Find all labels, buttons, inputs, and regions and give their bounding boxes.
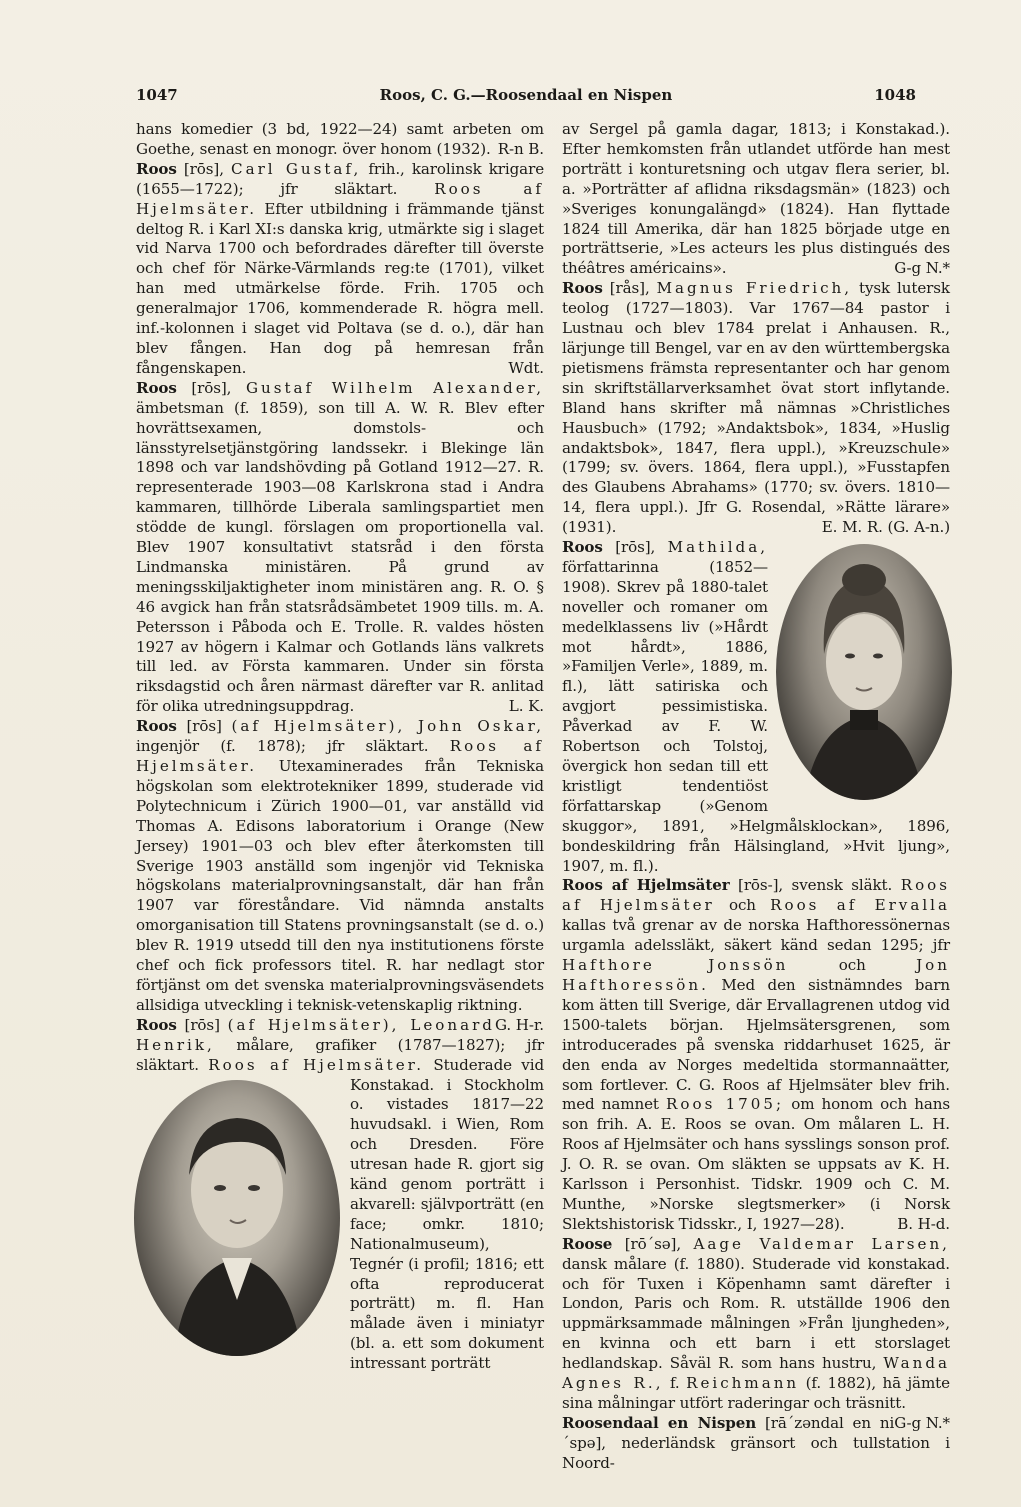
cross-reference: Roos af Hjelmsäter. xyxy=(136,179,544,218)
headword: Roos xyxy=(562,279,603,298)
signature: R-n B. xyxy=(497,139,544,158)
signature: G-g N.* xyxy=(894,1413,950,1432)
entry-roose-aage: Roose [rō´sə], Aage Valdemar Larsen, dansk målare (f. 1880). Studerade vid konstakad. och för Tuxen i Köpenhamn samt därefter i London, Paris och Rom. R. utställde 1906 den uppmärksammade målningen »Från ljungheden», en kvinna och ett barn i ett storslaget hedlandskap. Såväl R. som hans hustru, Wanda Agnes R., f. Reichmann (f. 1882), hā jämte sina målningar utfört raderingar och träsnitt. G-g N.* xyxy=(562,1234,950,1432)
signature: L. K. xyxy=(508,697,544,716)
portrait-male-illustration xyxy=(134,1080,340,1356)
running-head xyxy=(136,86,916,112)
entry-roos-af-hjelmsater: Roos af Hjelmsäter [rōs-], svensk släkt. Roos af Hjelmsäter och Roos af Ervalla kallas två grenar av de norska Hafthoressönernas urgamla adelssläkt, säkert känd sedan 1295; jfr Hafthore Jonssön och Jon Hafthoressön. Med den sistnämndes barn kom ätten till Sverige, där Ervallagrenen utdog vid 1500-talets början. Hjelmsätersgrenen, som introducerades på svenska riddarhuset 1625, är den enda av Norges medeltida stormannaätter, som fortlever. C. G. Roos af Hjelmsäter blev frih. med namnet Roos 1705; om honom och hans son frih. A. E. Roos se ovan. Om målaren L. H. Roos af Hjelmsäter och hans sysslings sonson prof. J. O. R. se ovan. Om släkten se uppsats av K. H. Karlsson i Personhist. Tidskr. 1909 och C. M. Munthe, »Norske slegtsmerker» (i Norsk Slektshistorisk Tidsskr., I, 1927—28). B. H-d. xyxy=(562,876,951,1233)
portrait-mathilda-roos xyxy=(776,544,952,800)
right-column xyxy=(562,120,950,1474)
headword: Roos xyxy=(562,538,603,557)
entry-name: Magnus Friedrich, xyxy=(656,279,853,298)
entry-name: Carl Gustaf, xyxy=(231,159,362,178)
entry-name: Aage Valdemar Larsen, xyxy=(693,1234,950,1253)
entry-continuation: hans komedier (3 bd, 1922—24) samt arbeten om Goethe, senast en monogr. över honom (1932). R-n B. xyxy=(136,120,544,158)
entry-name: Mathilda, xyxy=(667,538,769,557)
portrait-female-illustration xyxy=(776,544,952,800)
headword: Roos xyxy=(136,1015,177,1034)
entry-name: (af Hjelmsäter), Leonard Henrik, xyxy=(136,1015,495,1054)
entry-roos-mathilda: Roos [rōs], Mathilda, författarinna (1852—1908). Skrev på 1880-talet noveller och romaner om medelklassens liv (»Hårdt mot hårdt», 1886, »Familjen Verle», 1889, m. fl.), lätt satiriska och avgjort pessimistiska. Påverkad av F. W. Robertson och Tolstoj, övergick hon sedan till ett kristligt tendentiöst författarskap (»Genom skuggor», 1891, »Helgmålsklockan», 1896, bondeskildring från Hälsingland, »Hvit ljung», 1907, m. fl.). xyxy=(562,538,950,875)
cross-reference: Roos af Hjelmsäter. xyxy=(136,737,545,775)
entry-roos-gustaf-wilhelm: Roos [rōs], Gustaf Wilhelm Alexander, ämbetsman (f. 1859), son till A. W. R. Blev efter hovrättsexamen, domstols- och länsstyrelsetjänstgöring landssekr. i Blekinge län 1898 och var landshövding på Gotland 1912—27. R. representerade 1903—08 Karlskrona stad i Andra kammaren, tillhörde Liberala samlingspartiet men stödde de kungl. förslagen om proportionella val. Blev 1907 konsultativt statsråd i den första Lindmanska ministären. På grund av meningsskiljaktigheter inom ministären ang. R. O. § 46 avgick han från statsrådsämbetet 1909 tills. m. A. Petersson i Påboda och E. Trolle. R. valdes hösten 1927 av högern i Kalmar och Gotlands läns valkrets till led. av Första kammaren. Under sin första riksdagstid och åren närmast därefter var R. anlitad för olika utredningsuppdrag. L. K. xyxy=(136,378,545,716)
entry-name: Gustaf Wilhelm Alexander, xyxy=(245,378,545,397)
cross-reference: Roos 1705; xyxy=(666,1095,785,1114)
entry-roosendaal-en-nispen: Roosendaal en Nispen [rā´zəndal en ni´spə], nederländsk gränsort och tullstation i Noord- xyxy=(562,1413,950,1472)
signature: G-g N.* xyxy=(894,259,950,278)
entry-roos-magnus-friedrich: Roos [rås], Magnus Friedrich, tysk lutersk teolog (1727—1803). Var 1767—84 pastor i Lustnau och blev 1784 prelat i Anhausen. R., lärjunge till Bengel, var en av den württembergska pietismens främsta representanter och har genom sin skriftställarverksamhet övat stort inflytande. Bland hans skrifter må nämnas »Christliches Hausbuch» (1792; »Andaktsbok», 1834, »Huslig andaktsbok», 1847, flera uppl.), »Kreuzschule» (1799; sv. övers. 1864, flera uppl.), »Fusstapfen des Glaubens Abrahams» (1770; sv. övers. 1810—14, flera uppl.). Jfr G. Rosendal, »Rätte lärare» (1931). E. M. R. (G. A-n.) xyxy=(562,279,950,537)
portrait-leonard-henrik-roos xyxy=(134,1080,340,1356)
signature: G. H-r. xyxy=(494,1015,544,1034)
entry-continuation: av Sergel på gamla dagar, 1813; i Konstakad.). Efter hemkomsten från utlandet utförde han mest porträtt i konturetsning och utgav flera serier, bl. a. »Porträtter af aflidna riksdagsmän» (1823) och »Sveriges konungalängd» (1824). Han flyttade 1824 till Amerika, där han 1825 började utge en porträttserie, »Les acteurs les plus distingués des théâtres américains». G-g N.* xyxy=(562,120,950,278)
signature: B. H-d. xyxy=(897,1214,950,1233)
entry-roos-john-oskar: Roos [rōs] (af Hjelmsäter), John Oskar, ingenjör (f. 1878); jfr släktart. Roos af Hjelmsäter. Utexaminerades från Tekniska högskolan som elektrotekniker 1899, studerade vid Polytechnicum i Zürich 1900—01, var anställd vid Thomas A. Edisons laboratorium i Orange (New Jersey) 1901—03 och blev efter återkomsten till Sverige 1903 anställd som ingenjör vid Tekniska högskolans materialprovningsanstalt, där han från 1907 var föreståndare. Vid nämnda anstalts omorganisation till Statens provningsanstalt (se d. o.) blev R. 1919 utsedd till den nya institutionens förste chef och fick professors titel. R. har nedlagt stor förtjänst om det svenska materialprovningsväsendets allsidiga utveckling i teknisk-vetenskaplig riktning. G. H-r. xyxy=(136,717,545,1034)
entry-roos-leonard-henrik: Roos [rōs] (af Hjelmsäter), Leonard Henrik, målare, grafiker (1787—1827); jfr släktart. Roos af Hjelmsäter. Studerade vid Konstakad. i Stockholm o. vistades 1817—22 huvudsakl. i Wien, Rom och Dresden. Före utresan hade R. gjort sig känd genom porträtt i akvarell: självporträtt (en face; omkr. 1810; Nationalmuseum), Tegnér (i profil; 1816; ett ofta reproducerat porträtt) m. fl. Han målade även i miniatyr (bl. a. ett som dokument intressant porträtt xyxy=(136,1015,545,1373)
left-column xyxy=(136,120,544,1374)
running-title: Roos, C. G.—Roosendaal en Nispen xyxy=(379,86,673,104)
cross-reference: Roos af Hjelmsäter. xyxy=(208,1055,425,1074)
headword: Roos xyxy=(136,378,177,397)
signature: Wdt. xyxy=(508,358,544,377)
cross-reference: Hafthore Jonssön xyxy=(562,956,789,975)
cross-reference: Jon Hafthoressön. xyxy=(562,956,950,994)
headword: Roosendaal en Nispen xyxy=(562,1413,757,1432)
signature: E. M. R. (G. A-n.) xyxy=(821,518,950,537)
cross-reference: Roos af Ervalla xyxy=(770,896,950,915)
cross-reference: Reichmann xyxy=(686,1374,800,1393)
page-number-right: 1048 xyxy=(874,86,916,104)
headword: Roose xyxy=(562,1234,613,1253)
headword: Roos xyxy=(136,717,177,736)
headword: Roos xyxy=(136,159,177,178)
entry-roos-carl-gustaf: Roos [rōs], Carl Gustaf, frih., karolinsk krigare (1655—1722); jfr släktart. Roos af Hjelmsäter. Efter utbildning i främmande tjänst deltog R. i Karl XI:s danska krig, utmärkte sig i slaget vid Narva 1700 och befordrades därefter till överste och chef för Närke-Värmlands reg:te (1701), vilket han med utmärkelse förde. Frih. 1705 och generalmajor 1706, kommenderade R. högra mell. inf.-kolonnen i slaget vid Poltava (se d. o.), där han blev fången. Han dog på hemresan från fångenskapen. Wdt. xyxy=(136,159,545,377)
cross-reference: Roos af Hjelmsäter xyxy=(562,876,951,915)
page-number-left: 1047 xyxy=(136,86,178,104)
entry-name: (af Hjelmsäter), John Oskar, xyxy=(231,717,544,736)
cross-reference: Wanda Agnes R., xyxy=(562,1354,950,1393)
headword: Roos af Hjelmsäter xyxy=(562,876,730,895)
